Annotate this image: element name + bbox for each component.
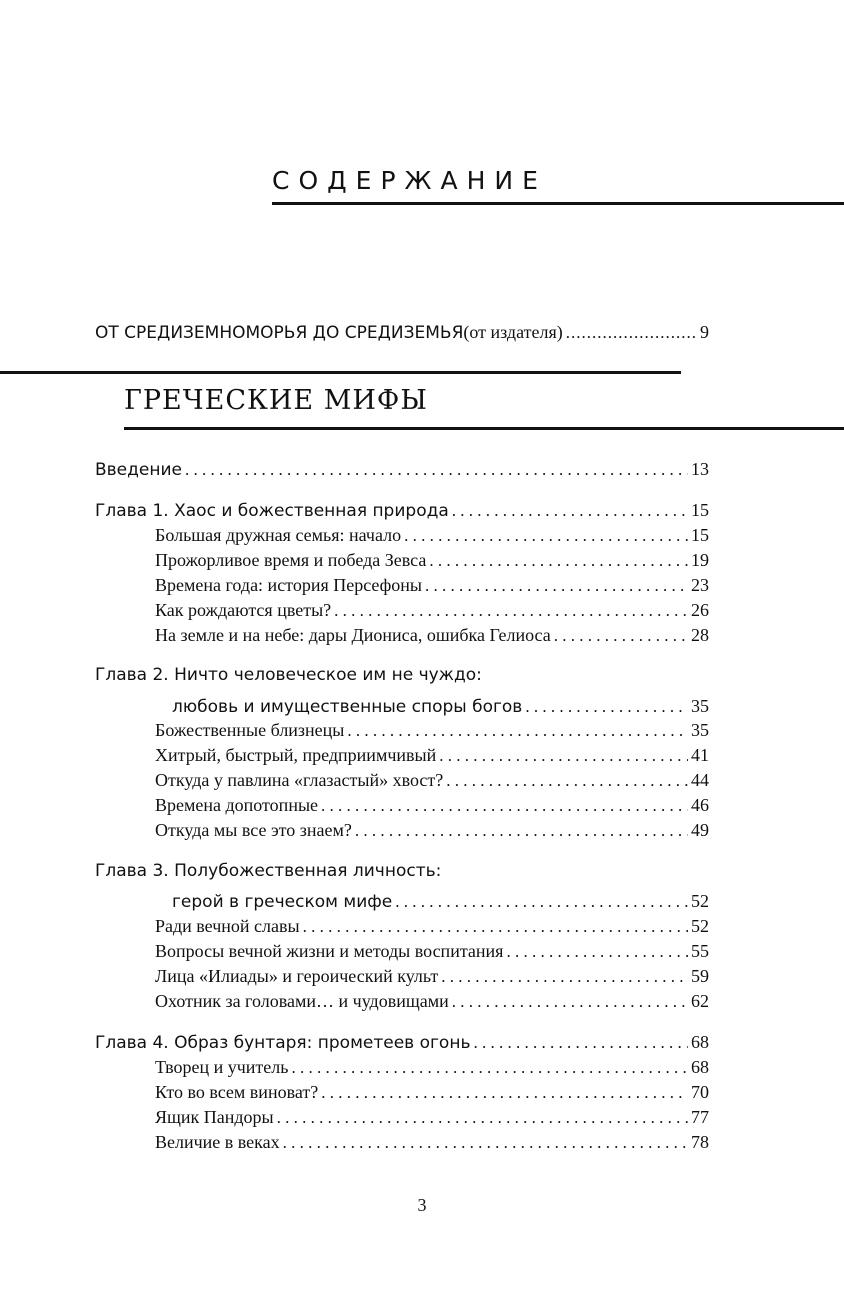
page-ref: 13 — [691, 459, 709, 479]
subentry-label: Вопросы вечной жизни и методы воспитания — [155, 941, 504, 961]
subentry-label: Охотник за головами… и чудовищами — [155, 991, 449, 1011]
toc-subentry[interactable] — [155, 743, 709, 767]
page-ref: 35 — [691, 696, 709, 716]
toc-subentry[interactable] — [155, 623, 709, 647]
page-ref: 26 — [691, 600, 709, 620]
toc-entry-intro[interactable] — [95, 457, 709, 481]
subentry-label: Творец и учитель — [155, 1057, 289, 1077]
toc-entry-chapter-2[interactable] — [95, 663, 709, 687]
chapter-label: Глава 2. Ничто человеческое им не чуждо: — [95, 665, 482, 685]
subentry-label: Времена года: история Персефоны — [155, 575, 423, 595]
page-ref: 23 — [691, 575, 709, 595]
toc-subentry[interactable] — [155, 523, 709, 547]
page-ref: 77 — [691, 1107, 709, 1127]
subentry-label: Как рождаются цветы? — [155, 600, 332, 620]
dot-leader — [506, 940, 688, 964]
page-ref: 78 — [691, 1132, 709, 1152]
toc-subentry[interactable] — [155, 573, 709, 597]
dot-leader — [291, 1056, 688, 1080]
subentry-label: Хитрый, быстрый, предприимчивый — [155, 745, 437, 765]
preface-note: (от издателя) — [463, 322, 563, 342]
dot-leader — [355, 819, 688, 843]
toc-subentry[interactable] — [155, 1055, 709, 1079]
dot-leader — [566, 321, 697, 345]
page-number: 3 — [417, 1195, 427, 1215]
dot-leader — [452, 990, 688, 1014]
subentry-label: На земле и на небе: дары Диониса, ошибка Гелиоса — [155, 625, 551, 645]
page-ref: 9 — [700, 322, 709, 342]
chapter-label-cont: герой в греческом мифе — [172, 892, 393, 912]
chapter-label-cont: любовь и имущественные споры богов — [172, 697, 523, 717]
page-ref: 44 — [691, 770, 709, 790]
page-ref: 28 — [691, 625, 709, 645]
page-ref: 62 — [691, 991, 709, 1011]
toc-subentry[interactable] — [155, 939, 709, 963]
chapter-label: Глава 1. Хаос и божественная природа — [95, 501, 449, 521]
dot-leader — [429, 549, 688, 573]
dot-leader — [185, 458, 688, 482]
page-ref: 70 — [691, 1082, 709, 1102]
page-ref: 19 — [691, 550, 709, 570]
toc-subentry[interactable] — [155, 718, 709, 742]
dot-leader — [303, 915, 688, 939]
dot-leader — [452, 499, 688, 523]
page-ref: 46 — [691, 795, 709, 815]
dot-leader — [321, 1081, 688, 1105]
dot-leader — [404, 524, 688, 548]
page-ref: 68 — [691, 1057, 709, 1077]
toc-subentry[interactable] — [155, 1130, 709, 1154]
subentry-label: Времена допотопные — [155, 795, 319, 815]
toc-subentry[interactable] — [155, 1105, 709, 1129]
toc-entry-chapter-1[interactable] — [95, 498, 709, 522]
toc-subentry[interactable] — [155, 1080, 709, 1104]
subentry-label: Ящик Пандоры — [155, 1107, 274, 1127]
dot-leader — [425, 574, 688, 598]
dot-leader — [321, 794, 688, 818]
dot-leader — [395, 890, 688, 914]
page-ref: 59 — [691, 966, 709, 986]
dot-leader — [473, 1031, 688, 1055]
chapter-label: Глава 4. Образ бунтаря: прометеев огонь — [95, 1033, 471, 1053]
contents-heading: СОДЕРЖАНИЕ — [272, 166, 547, 195]
toc-subentry[interactable] — [155, 793, 709, 817]
toc-subentry[interactable] — [155, 989, 709, 1013]
dot-leader — [347, 719, 688, 743]
page-ref: 41 — [691, 745, 709, 765]
toc-entry-chapter-3-cont[interactable] — [172, 889, 709, 913]
toc-subentry[interactable] — [155, 548, 709, 572]
dot-leader — [446, 769, 688, 793]
page-ref: 68 — [691, 1032, 709, 1052]
toc-subentry[interactable] — [155, 964, 709, 988]
subentry-label: Кто во всем виноват? — [155, 1082, 319, 1102]
subentry-label: Величие в веках — [155, 1132, 280, 1152]
divider-rule — [0, 371, 681, 374]
toc-entry-chapter-2-cont[interactable] — [172, 694, 709, 718]
dot-leader — [283, 1131, 688, 1155]
toc-subentry[interactable] — [155, 914, 709, 938]
subentry-label: Ради вечной славы — [155, 916, 300, 936]
dot-leader — [439, 744, 688, 768]
page-ref: 49 — [691, 820, 709, 840]
dot-leader — [554, 624, 688, 648]
toc-entry-preface[interactable] — [95, 320, 709, 344]
subentry-label: Откуда у павлина «глазастый» хвост? — [155, 770, 444, 790]
intro-label: Введение — [95, 460, 182, 480]
preface-title: ОТ СРЕДИЗЕМНОМОРЬЯ ДО СРЕДИЗЕМЬЯ — [95, 323, 464, 343]
page-ref: 52 — [691, 916, 709, 936]
section-rule — [124, 427, 844, 430]
page-ref: 52 — [691, 891, 709, 911]
subentry-label: Лица «Илиады» и героический культ — [155, 966, 439, 986]
toc-subentry[interactable] — [155, 598, 709, 622]
toc-entry-chapter-4[interactable] — [95, 1030, 709, 1054]
chapter-label: Глава 3. Полубожественная личность: — [95, 861, 442, 881]
dot-leader — [441, 965, 688, 989]
toc-subentry[interactable] — [155, 818, 709, 842]
dot-leader — [334, 599, 688, 623]
subentry-label: Прожорливое время и победа Зевса — [155, 550, 427, 570]
page-ref: 55 — [691, 941, 709, 961]
page-ref: 35 — [691, 720, 709, 740]
dot-leader — [277, 1106, 688, 1130]
subentry-label: Божественные близнецы — [155, 720, 345, 740]
subentry-label: Откуда мы все это знаем? — [155, 820, 352, 840]
heading-rule — [272, 202, 844, 205]
toc-entry-chapter-3[interactable] — [95, 859, 709, 883]
toc-subentry[interactable] — [155, 768, 709, 792]
dot-leader — [525, 695, 688, 719]
section-title: ГРЕЧЕСКИЕ МИФЫ — [124, 385, 428, 416]
page-ref: 15 — [691, 525, 709, 545]
subentry-label: Большая дружная семья: начало — [155, 525, 402, 545]
page-ref: 15 — [691, 500, 709, 520]
